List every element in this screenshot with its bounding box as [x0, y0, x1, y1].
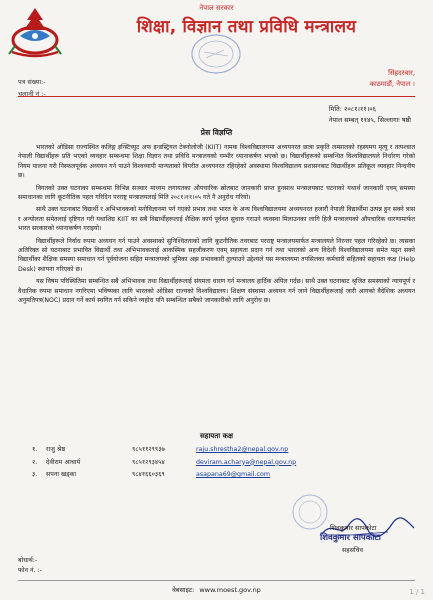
- document-title: प्रेस विज्ञप्ति: [200, 128, 233, 137]
- contact-email-link[interactable]: raju.shrestha2@nepal.gov.np: [196, 446, 289, 453]
- cc-label: बोधार्थ:-: [18, 557, 38, 564]
- signatory-name-stamp: शिवकुमार सापकोटा: [320, 533, 381, 543]
- nepal-sambat-date: नेपाल सम्बत् ११४५, सिल्लागाः षष्ठी: [328, 116, 411, 124]
- contact-phone: ९८५१२९३४५४: [132, 458, 165, 466]
- help-desk-heading: सहायता कक्ष: [200, 432, 233, 440]
- reference-number-label: पत्र संख्या:-: [18, 78, 46, 86]
- body-paragraph: साथै उक्त घटनाबाट विद्यार्थी र अभिभावकको मनोविज्ञानमा पर्न गएको प्रभाव तथा भारत के अन्य विश्वविद्यालयमा अध्ययनरत हजारौं नेपाली विद्यार्थीमा उत्पन्न हुन सक्ने त्रास र अन्योलता समेतलाई दृष्टिगत गरी यथाशिघ्र KIIT का सबै विद्यार्थीहरूलाई शैक्षिक कार्य पूर्ववत सुचारु गराउने व्यवस्था मिलाउनका लागि हिजै मन्त्रालयको औपचारिक धारणामार्फत भारत सरकारको ध्यानाकर्षण गराइयो।: [18, 206, 415, 233]
- body-paragraph: यस विषम परिस्थितिमा सम्बन्धित सबै अभिभावक तथा विद्यार्थीहरूलाई संयमता धारण गर्न मन्त्रालय हार्दिक अपिल गर्दछ। साथै उक्त घटनाबाट श्रृजित समस्याको न्यायपूर्ण र वैधानिक रुपमा समाधान नगरिएमा भविष्यका लागि भारतको ओडिसा राज्यको विश्वविद्यालय। शिक्षण संस्थामा अध्ययन गर्न जाने विद्यार्थीहरूलाई जारी आगको वैदेशिक अध्ययन अनुमतिपत्र(NOC) प्रदान गर्ने कार्य स्थगित गर्न सकिने व्यहोरा पनि सम्बन्धित सबैको जानकारीको लागि अनुरोध छ।: [18, 278, 415, 305]
- contact-number: २.: [32, 458, 38, 466]
- footer-divider: [18, 580, 415, 581]
- contact-phone: ९८५११२९९३७: [132, 446, 165, 453]
- header-divider: [18, 96, 415, 97]
- body-text: [18, 143, 415, 309]
- help-desk-contacts: [32, 444, 296, 482]
- page-number: 1 / 1: [409, 588, 425, 596]
- website-link[interactable]: www.moest.gov.np: [199, 586, 261, 594]
- date-block: [329, 104, 411, 126]
- date-line: मिति: २०८१।११।०६: [328, 105, 376, 113]
- contact-name: सपना खड्का: [46, 471, 76, 478]
- ministry-name: शिक्षा, विज्ञान तथा प्रविधि मन्त्रालय: [136, 17, 357, 37]
- contact-number: ३.: [32, 471, 38, 478]
- contact-email-link[interactable]: asapana69@gmail.com: [196, 471, 270, 478]
- government-label: नेपाल सरकार: [199, 4, 234, 12]
- contact-row: [32, 457, 296, 470]
- dispatch-number-label: चलानी नं :-: [18, 90, 46, 98]
- contact-phone: ९८४१६६०३६९: [132, 471, 165, 478]
- signatory-name: शिवकुमार सापकोटा: [330, 524, 377, 532]
- official-stamp-icon: [190, 32, 242, 76]
- signatory-role: सहसचिव: [342, 547, 363, 554]
- contact-name: राजु श्रेष्ठ: [46, 446, 66, 453]
- contact-email-link[interactable]: deviram.acharya@nepal.gov.np: [196, 458, 297, 466]
- address-line-1: सिंहदरबार,: [388, 69, 415, 77]
- address-line-2: काठमाडौं, नेपाल ।: [369, 80, 415, 88]
- phone-label: फोन नं. :-: [18, 567, 42, 574]
- contact-row: [32, 444, 296, 457]
- bottom-labels: [18, 556, 42, 576]
- body-paragraph: विगतको उक्त घटनाका सम्बन्धमा विभिन्न सञ्चार माध्यम लगायतका औपचारिक स्रोतबाट जानकारी प्राप्त हुनसाथ मन्त्रालयबाट घटनाको यथार्थ जानकारी एवम् समस्या समाधानका लागि कूटनीतिक पहल गरिदिन परराष्ट्र मन्त्रालयलाई मिति २०८१।११।०५ गते नै अनुरोध गरियो।: [18, 184, 415, 202]
- contact-name: देवीराम आचार्य: [46, 458, 81, 466]
- contact-number: १.: [32, 446, 38, 453]
- nepal-emblem-icon: [6, 6, 64, 58]
- body-paragraph: भारतको ओडिसा राज्यस्थित कलिङ्ग इन्स्टिच्युट अफ इन्डस्ट्रियल टेक्नोलोजी (KIIT) नामक विश्वविद्यालयमा अध्ययनरत छात्रा प्रकृति लम्सालको रहस्यमय मृत्यु र तत्पश्चात नेपाली विद्यार्थीहरू प्रति भएको व्यवहार सम्बन्धमा शिक्षा विज्ञान तथा प्रविधि मन्त्रालयको गम्भीर ध्यानाकर्षण भएको छ। विद्यार्थीहरूको सम्बन्धित विश्वविद्यालयले निर्धारण गरेको नियम पालना गरी निस्फलपूर्वक अध्ययन गर्न पाउने विश्वव्यापी मान्यताको विपरीत अध्ययनरत रहिरहेको अवस्थामा विश्वविद्यालय प्रशासनबाट विद्यार्थीहरू प्रतिकूल व्यवहार निन्दनीय छ।: [18, 144, 415, 180]
- contact-row: [32, 469, 296, 482]
- office-address: [370, 68, 415, 90]
- website-label: वेबसाइट:: [172, 586, 195, 594]
- footer-website: [0, 585, 433, 594]
- body-paragraph: विद्यार्थीहरूले निर्वाध रुपमा अध्ययन गर्न पाउने अवस्थाको सुनिश्चितताको लागि कूटनीतिक तवरबाट परराष्ट्र मन्त्रालयमार्फत मन्त्रालयले निरन्तर पहल गरिरहेको छ। त्यसका अतिरिक्त सो घटनाबाट प्रभावित विद्यार्थी तथा अभिभावकलाई आकस्मिक सहजीकरण एवम् सहायता प्रदान गर्न तथा भारतको अन्य विदेशी विश्वविद्यालयमा समेत पढ्न सक्ने विद्यार्थीका शैक्षिक समस्या समाधान गर्न पूर्वयोजना सहित मन्त्रालयको भूमिका अझ प्रभावकारी तुल्याउने उद्देश्यले यस मन्त्रालयमा तपसिलका कर्मचारी सहितको सहायता कक्ष (Help Desk) स्थापना गरिएको छ।: [18, 237, 415, 273]
